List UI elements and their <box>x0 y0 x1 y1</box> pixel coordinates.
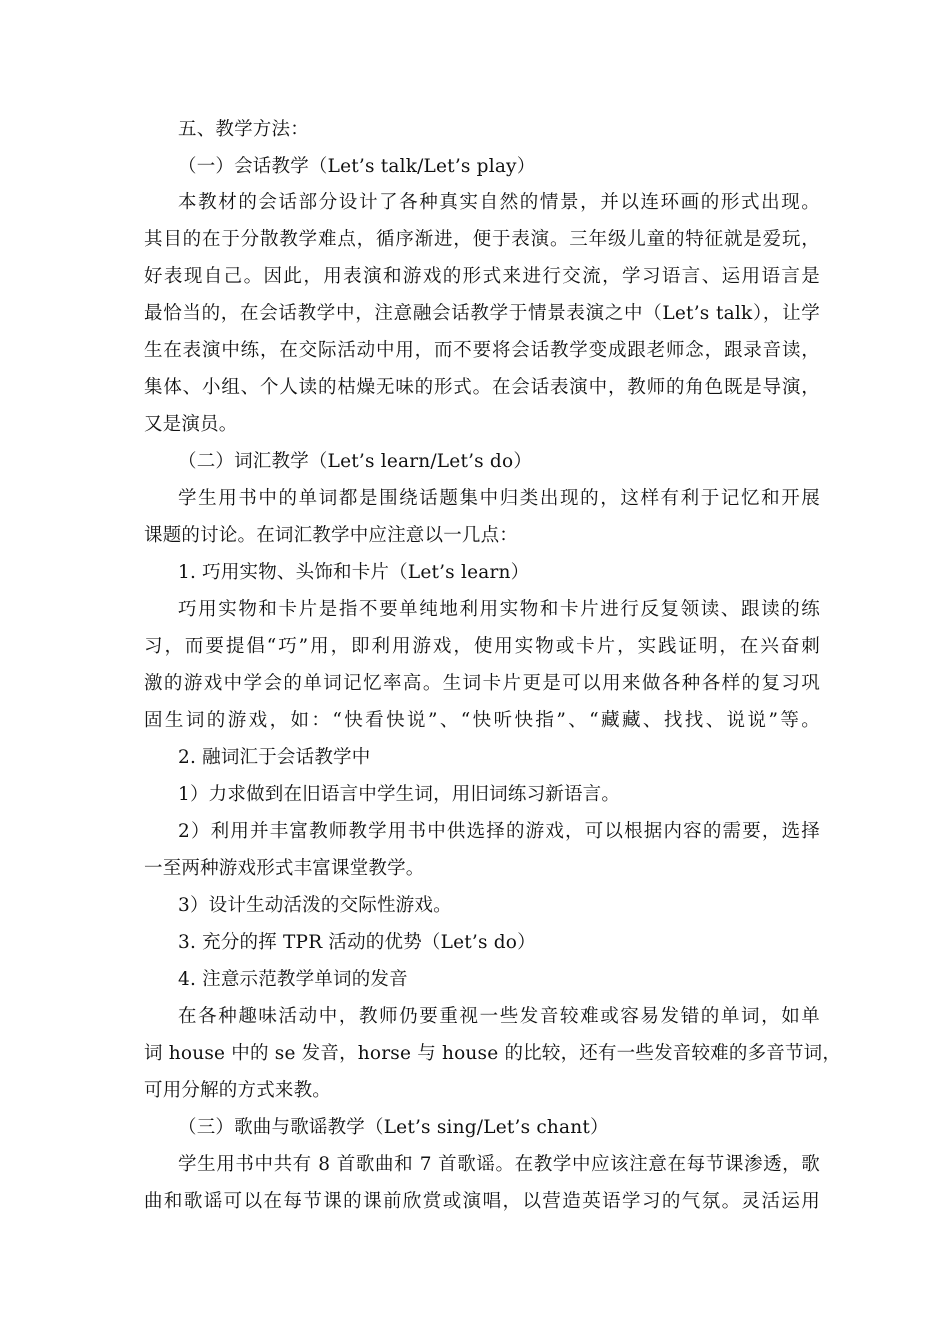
paragraph-line: 巧用实物和卡片是指不要单纯地利用实物和卡片进行反复领读、跟读的练 <box>178 599 820 620</box>
paragraph-line: 激的游戏中学会的单词记忆率高。生词卡片更是可以用来做各种各样的复习巩 <box>144 673 820 694</box>
paragraph-line: 好表现自己。因此，用表演和游戏的形式来进行交流，学习语言、运用语言是 <box>144 266 820 287</box>
paragraph-line: 固生词的游戏，如：“快看快说”、“快听快指”、“藏藏、找找、说说”等。 <box>144 710 820 731</box>
paragraph-line: 2）利用并丰富教师教学用书中供选择的游戏，可以根据内容的需要，选择 <box>178 821 820 842</box>
item1-title: 1. 巧用实物、头饰和卡片（Let’s learn） <box>178 562 530 583</box>
part1-heading: （一）会话教学（Let’s talk/Let’s play） <box>178 156 536 177</box>
paragraph-line: 本教材的会话部分设计了各种真实自然的情景，并以连环画的形式出现。 <box>178 192 820 213</box>
paragraph-line: 其目的在于分散教学难点，循序渐进，便于表演。三年级儿童的特征就是爱玩， <box>144 229 820 250</box>
paragraph-line: 习，而要提倡“巧”用，即利用游戏，使用实物或卡片，实践证明，在兴奋刺 <box>144 636 820 657</box>
paragraph-line: 可用分解的方式来教。 <box>144 1080 332 1101</box>
paragraph-line: 一至两种游戏形式丰富课堂教学。 <box>144 858 425 879</box>
paragraph-line: 学生用书中共有 8 首歌曲和 7 首歌谣。在教学中应该注意在每节课渗透，歌 <box>178 1154 820 1175</box>
item2-sub3: 3）设计生动活泼的交际性游戏。 <box>178 895 452 916</box>
paragraph-line: 课题的讨论。在词汇教学中应注意以一几点： <box>144 525 519 546</box>
paragraph-line: 又是演员。 <box>144 414 238 435</box>
paragraph-line: 在各种趣味活动中，教师仍要重视一些发音较难或容易发错的单词，如单 <box>178 1006 820 1027</box>
paragraph-line: 最恰当的，在会话教学中，注意融会话教学于情景表演之中（Let’s talk），让学 <box>144 303 820 324</box>
item2-sub1: 1）力求做到在旧语言中学生词，用旧词练习新语言。 <box>178 784 621 805</box>
item4-title: 4. 注意示范教学单词的发音 <box>178 969 408 990</box>
paragraph-line: 词 house 中的 se 发音，horse 与 house 的比较，还有一些发音较难的多音节词， <box>144 1043 842 1064</box>
item2-title: 2. 融词汇于会话教学中 <box>178 747 371 768</box>
item3-title: 3. 充分的挥 TPR 活动的优势（Let’s do） <box>178 932 536 953</box>
paragraph-line: 集体、小组、个人读的枯燥无味的形式。在会话表演中，教师的角色既是导演， <box>144 377 820 398</box>
part2-heading: （二）词汇教学（Let’s learn/Let’s do） <box>178 451 533 472</box>
paragraph-line: 学生用书中的单词都是围绕话题集中归类出现的，这样有利于记忆和开展 <box>178 488 820 509</box>
paragraph-line: 曲和歌谣可以在每节课的课前欣赏或演唱，以营造英语学习的气氛。灵活运用 <box>144 1191 820 1212</box>
section-title: 五、教学方法： <box>178 119 309 140</box>
part3-heading: （三）歌曲与歌谣教学（Let’s sing/Let’s chant） <box>178 1117 609 1138</box>
paragraph-line: 生在表演中练，在交际活动中用，而不要将会话教学变成跟老师念，跟录音读， <box>144 340 820 361</box>
